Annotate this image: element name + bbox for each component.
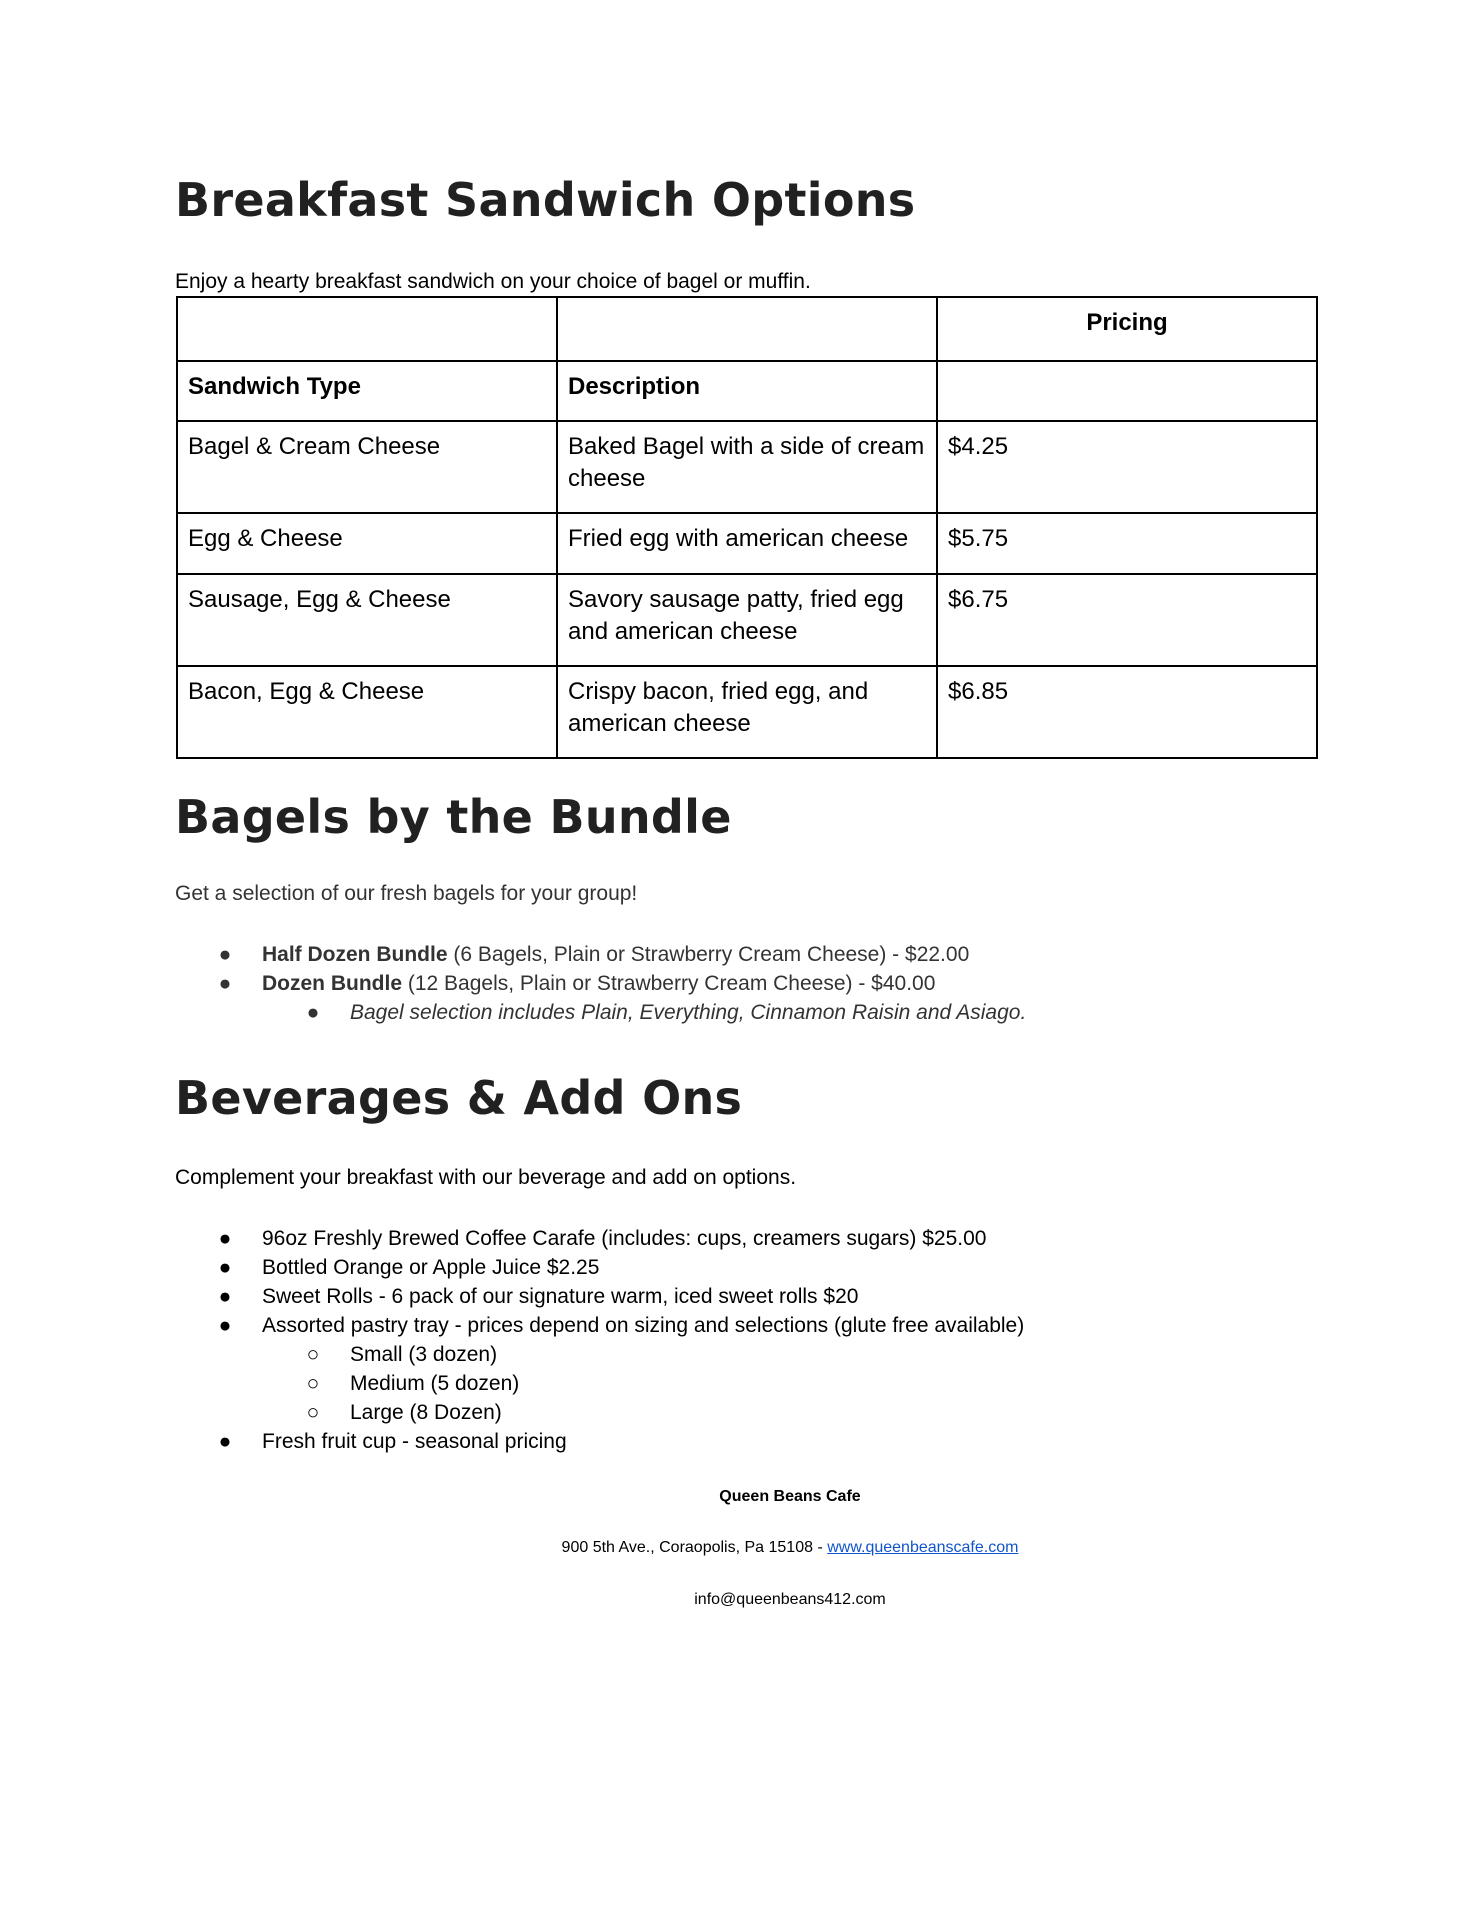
bundle-detail: (12 Bagels, Plain or Strawberry Cream Cheese) - $40.00: [402, 972, 936, 995]
bundle-detail: (6 Bagels, Plain or Strawberry Cream Cheese) - $22.00: [447, 943, 970, 966]
beverage-item: Fresh fruit cup - seasonal pricing: [262, 1430, 567, 1453]
sandwich-type: Sausage, Egg & Cheese: [177, 574, 557, 666]
list-item: [218, 1369, 1024, 1398]
hollow-bullet-icon: ○: [306, 1401, 320, 1424]
tray-size: Small (3 dozen): [350, 1343, 498, 1366]
beverage-item: 96oz Freshly Brewed Coffee Carafe (includes: cups, creamers sugars) $25.00: [262, 1227, 987, 1250]
table-row: [177, 574, 1317, 666]
list-item: [218, 1282, 1024, 1311]
bundle-name: Half Dozen Bundle: [262, 943, 448, 966]
bullet-icon: ●: [218, 1285, 232, 1308]
sandwich-type-header: Sandwich Type: [177, 361, 557, 421]
description-header: Description: [557, 361, 937, 421]
table-row: [177, 421, 1317, 513]
list-item: [218, 1340, 1024, 1369]
bullet-icon: ●: [218, 943, 232, 966]
list-item: [218, 1253, 1024, 1282]
sandwich-description: Baked Bagel with a side of cream cheese: [557, 421, 937, 513]
list-item: [218, 969, 1026, 998]
sandwich-type: Bacon, Egg & Cheese: [177, 666, 557, 758]
sandwich-price: $6.85: [937, 666, 1317, 758]
sandwich-price: $4.25: [937, 421, 1317, 513]
bullet-icon: ●: [306, 1001, 320, 1024]
hollow-bullet-icon: ○: [306, 1372, 320, 1395]
table-header-row: [177, 361, 1317, 421]
website-link[interactable]: www.queenbeanscafe.com: [827, 1539, 1019, 1556]
bullet-icon: ●: [218, 1227, 232, 1250]
beverages-intro: Complement your breakfast with our beverage and add on options.: [175, 1166, 797, 1189]
list-item: [218, 1224, 1024, 1253]
table-row: [177, 666, 1317, 758]
hollow-bullet-icon: ○: [306, 1343, 320, 1366]
bullet-icon: ●: [218, 1430, 232, 1453]
list-item: [218, 998, 1026, 1027]
sandwich-price: $5.75: [937, 513, 1317, 574]
list-item: [218, 1398, 1024, 1427]
bullet-icon: ●: [218, 972, 232, 995]
table-cell: [937, 361, 1317, 421]
table-cell: [557, 297, 937, 361]
table-cell: [177, 297, 557, 361]
bullet-icon: ●: [218, 1256, 232, 1279]
beverage-item: Bottled Orange or Apple Juice $2.25: [262, 1256, 600, 1279]
sandwich-price: $6.75: [937, 574, 1317, 666]
sandwich-type: Bagel & Cream Cheese: [177, 421, 557, 513]
pricing-header: Pricing: [937, 297, 1317, 361]
beverage-item: Assorted pastry tray - prices depend on sizing and selections (glute free available): [262, 1314, 1025, 1337]
sandwich-description: Savory sausage patty, fried egg and american cheese: [557, 574, 937, 666]
bundle-name: Dozen Bundle: [262, 972, 402, 995]
bagels-intro: Get a selection of our fresh bagels for your group!: [175, 882, 638, 905]
bagel-selection-note: Bagel selection includes Plain, Everything, Cinnamon Raisin and Asiago.: [350, 1001, 1027, 1024]
list-item: [218, 940, 1026, 969]
sandwich-table: [176, 296, 1318, 759]
bullet-icon: ●: [218, 1314, 232, 1337]
table-row: [177, 513, 1317, 574]
breakfast-intro: Enjoy a hearty breakfast sandwich on your choice of bagel or muffin.: [175, 270, 811, 293]
table-header-row: [177, 297, 1317, 361]
footer-address: 900 5th Ave., Coraopolis, Pa 15108 -: [561, 1539, 828, 1556]
beverage-list: [218, 1224, 1024, 1456]
footer-email: info@queenbeans412.com: [694, 1591, 886, 1608]
sandwich-description: Fried egg with american cheese: [557, 513, 937, 574]
beverage-item: Sweet Rolls - 6 pack of our signature warm, iced sweet rolls $20: [262, 1285, 859, 1308]
beverages-heading: Beverages & Add Ons: [175, 1071, 743, 1125]
tray-size: Medium (5 dozen): [350, 1372, 520, 1395]
footer-address-line: [0, 1539, 1484, 1557]
bagel-bundle-list: [218, 940, 1026, 1027]
bagels-heading: Bagels by the Bundle: [175, 790, 732, 844]
sandwich-description: Crispy bacon, fried egg, and american cheese: [557, 666, 937, 758]
list-item: [218, 1427, 1024, 1456]
sandwich-type: Egg & Cheese: [177, 513, 557, 574]
footer-cafe-name: Queen Beans Cafe: [719, 1488, 861, 1505]
breakfast-heading: Breakfast Sandwich Options: [175, 173, 916, 227]
list-item: [218, 1311, 1024, 1340]
tray-size: Large (8 Dozen): [350, 1401, 502, 1424]
